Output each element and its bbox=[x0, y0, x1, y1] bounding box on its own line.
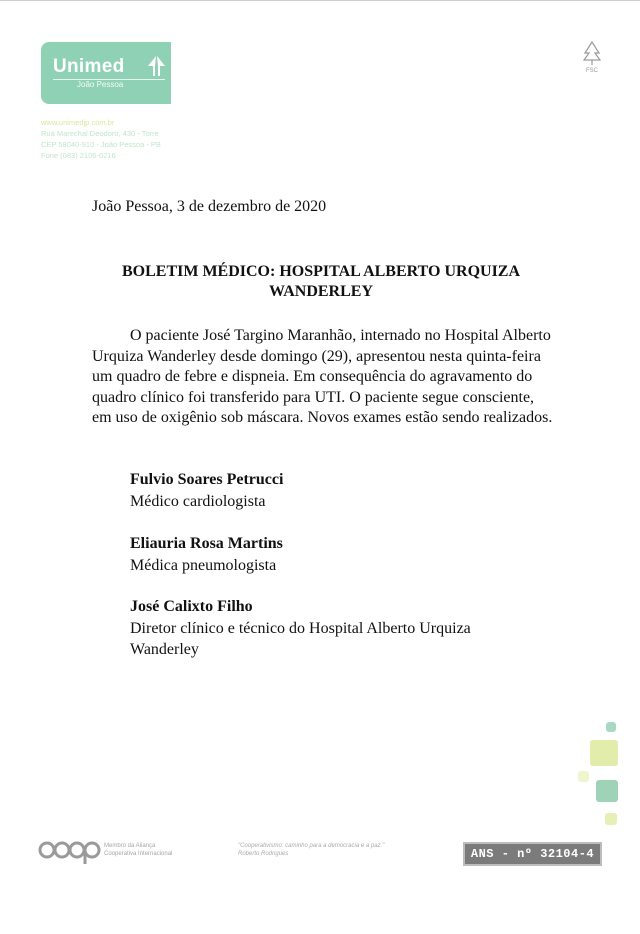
coop-logo-icon bbox=[38, 835, 102, 865]
signatory-name: Eliauria Rosa Martins bbox=[130, 535, 283, 552]
ans-registration-badge: ANS - nº 32104-4 bbox=[463, 842, 602, 866]
logo-brand-name: Unimed bbox=[53, 56, 125, 77]
footer-quote-author: Roberto Rodrigues bbox=[238, 851, 289, 857]
coop-caption-line2: Cooperativa Internacional bbox=[104, 851, 173, 857]
top-border-line bbox=[0, 0, 640, 1]
fsc-tree-icon bbox=[580, 40, 604, 74]
decorative-square bbox=[606, 722, 616, 732]
document-title: BOLETIM MÉDICO: HOSPITAL ALBERTO URQUIZA WANDERLEY bbox=[121, 263, 521, 300]
signatory-role: Diretor clínico e técnico do Hospital Alberto Urquiza Wanderley bbox=[130, 620, 471, 658]
signatory-role: Médico cardiologista bbox=[130, 493, 266, 510]
contact-phone: Fone (083) 2106-0216 bbox=[41, 151, 116, 160]
signatory-role: Médica pneumologista bbox=[130, 557, 277, 574]
svg-text:FSC: FSC bbox=[586, 68, 598, 74]
signatory-name: Fulvio Soares Petrucci bbox=[130, 471, 284, 488]
bulletin-body: O paciente José Targino Maranhão, internado no Hospital Alberto Urquiza Wanderley desde domingo (29), apresentou nesta quinta-feira um quadro de febre e dispneia. Em consequência do agravamento do quadro clínico foi transferido para UTI. O paciente segue consciente, em uso de oxigênio sob máscara. Novos exames estão sendo realizados. bbox=[92, 327, 553, 426]
signatory-name: José Calixto Filho bbox=[130, 598, 253, 615]
contact-address-line2: CEP 58040-910 - João Pessoa - PB bbox=[41, 140, 161, 149]
decorative-square bbox=[596, 780, 618, 802]
contact-website: www.unimedjp.com.br bbox=[41, 118, 115, 127]
unimed-logo bbox=[41, 42, 171, 104]
contact-address-line1: Rua Marechal Deodoro, 430 - Torre bbox=[41, 129, 159, 138]
decorative-square bbox=[605, 813, 617, 825]
unimed-tree-icon bbox=[145, 54, 167, 78]
footer-quote: "Cooperativismo: caminho para a democracia e a paz." bbox=[238, 843, 385, 849]
decorative-square bbox=[590, 740, 618, 766]
decorative-square bbox=[578, 771, 589, 782]
coop-caption-line1: Membro da Aliança bbox=[104, 843, 156, 849]
logo-city: João Pessoa bbox=[77, 80, 124, 89]
document-date: João Pessoa, 3 de dezembro de 2020 bbox=[92, 198, 327, 215]
